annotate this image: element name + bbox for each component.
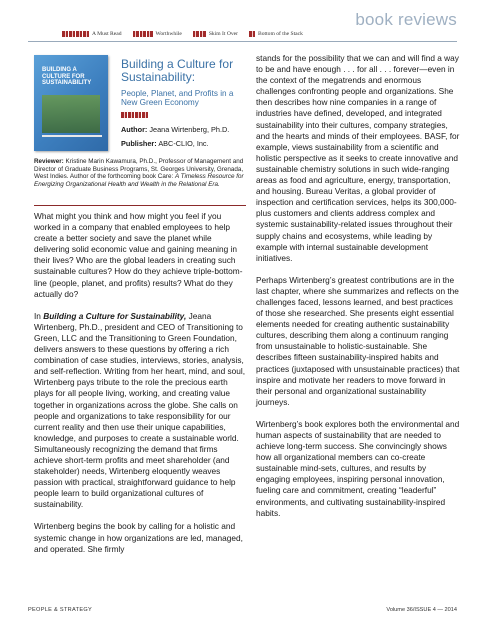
cover-title: BUILDING A CULTURE FOR SUSTAINABILITY [42, 67, 92, 86]
paragraph: Wirtenberg begins the book by calling for a holistic and systemic change in how organizations are led, managed, and operated. She firmly [34, 521, 243, 554]
reviewer-text: Kristine Marin Kawamura, Ph.D., Professor of Management and Director of Graduate Business Programs, St. Georges University, Grenada, West Indies. Author of the forthcoming book Care: [34, 158, 244, 181]
legend-label: Skim It Over [208, 31, 239, 37]
book-publisher [121, 139, 209, 148]
legend-label: A Must Read [92, 31, 122, 37]
publisher-label: Publisher: [121, 139, 157, 148]
book-icons [249, 31, 255, 37]
book-icon [147, 31, 153, 37]
footer-publication: PEOPLE & STRATEGY [28, 607, 93, 613]
author-label: Author: [121, 125, 148, 134]
book-subtitle: People, Planet, and Profits in a New Green Economy [121, 89, 234, 107]
book-icons [133, 31, 153, 37]
book-icon [135, 112, 141, 118]
legend-item-worthwhile [133, 31, 182, 37]
book-title: Building a Culture for Sustainability: [121, 57, 234, 84]
cover-photo [42, 95, 100, 133]
legend-label: Worthwhile [155, 31, 182, 37]
paragraph: What might you think and how might you feel if you worked in a company that enabled employees to help create a better society and save the planet while delivering solid economic value and gaining meaning in their lives? Who are the global leaders in creating such sustainable cultures? How do they achieve triple-bottom-line (people, planet, and profits) results? What do they actually do? [34, 211, 243, 299]
text: In [34, 310, 44, 321]
book-rating [121, 112, 148, 118]
book-icon [128, 112, 134, 118]
paragraph: stands for the possibility that we can and will find a way to be and have enough . . . for all . . . forever—even in the context of the megatrends and enormous challenges confronting people and organizations. She then describes how nine companies in a range of industries have defined, developed, and integrated sustainability into their cultures, company strategies, and the hearts and minds of their employees. BASF, for example, views sustainability from a scientific and holistic perspective as it seeks to create innovative and sustainable chemistry solutions in such wide-ranging areas as food and agriculture, energy, transportation, and housing. Bureau Veritas, a global provider of inspection and certification services, helps its 300,000-plus customers and clients address complex and systemic sustainability-related issues throughout their supply chains and ecosystems, while leading by example with internal sustainable development initiatives. [256, 53, 460, 263]
book-icon [140, 31, 146, 37]
rating-legend [62, 31, 303, 37]
book-icon [76, 31, 82, 37]
footer-issue: Volume 36/ISSUE 4 — 2014 [386, 607, 457, 613]
legend-label: Bottom of the Stack [258, 31, 303, 37]
reviewer-book-title: A Timeless Resource for Energizing Organizational Health and Wealth in the Relational Era. [34, 173, 244, 188]
book-cover-image [34, 55, 108, 151]
rating-book-icons [121, 112, 148, 118]
book-icon [121, 112, 127, 118]
book-icon [142, 112, 148, 118]
book-icon [133, 31, 139, 37]
cover-stripe [42, 135, 102, 137]
book-title-inline: Building a Culture for Sustainability, [43, 310, 187, 321]
header-divider [28, 41, 457, 42]
legend-item-must-read [62, 31, 122, 37]
book-icon [200, 31, 206, 37]
book-icon [83, 31, 89, 37]
reviewer-bio [34, 158, 246, 188]
book-icon [69, 31, 75, 37]
section-rule [34, 205, 246, 206]
right-column [256, 53, 461, 530]
legend-item-bottom [249, 31, 303, 37]
publisher-name: ABC-CLIO, Inc. [158, 139, 209, 148]
book-icons [62, 31, 89, 37]
book-icon [249, 31, 255, 37]
book-author [121, 125, 229, 134]
reviewer-label: Reviewer: [34, 158, 64, 165]
text: Jeana Wirtenberg, Ph.D., president and CEO of Transitioning to Green, LLC and the Transitioning to Green Foundation, delivers answers to these questions by offering a rich combination of case studies, interviews, stories, analysis, and self-reflection. Writing from her heart, mind, and soul, Wirtenberg pays tribute to the role the precious earth plays for all people living, working, and creating value together in organizations across the globe. She calls on people and organizations to take responsibility for our current reality and then use their unique capabilities, knowledge, and purposes to create a sustainable world. Simultaneously recognizing the demand that firms achieve short-term profits and meet shareholder (and stakeholder) needs, Wirtenberg eloquently weaves passion with practical, straightforward guidance to help people learn to build organizational cultures of sustainability. [34, 310, 246, 510]
book-icons [193, 31, 206, 37]
legend-item-skim [193, 31, 238, 37]
section-title: book reviews [355, 10, 457, 29]
book-icon [193, 31, 199, 37]
left-column [34, 211, 248, 566]
paragraph: Wirtenberg’s book explores both the environmental and human aspects of sustainability that are needed to achieve long-term success. She convincingly shows how all organizational members can co-create sustainable mind-sets, cultures, and results by engaging employees, inspiring personal innovation, fueling care and commitment, creating “leaderful” environments, and cultivating sustainability-inspired habits. [256, 418, 460, 518]
author-name: Jeana Wirtenberg, Ph.D. [149, 125, 230, 134]
paragraph: Perhaps Wirtenberg’s greatest contributions are in the last chapter, where she summarizes and reflects on the challenges faced, lessons learned, and best practices of those she researched. She presents eight essential elements needed for creating authentic sustainability cultures, describing them along a continuum ranging from unsustainable to holistic-sustainable. She describes fifteen sustainability-inspired habits and practices (juxtaposed with unsustainable practices) that inspire and motivate her readers to move forward in their personal and organizational sustainability journeys. [256, 274, 460, 407]
book-icon [62, 31, 68, 37]
paragraph [34, 311, 248, 511]
